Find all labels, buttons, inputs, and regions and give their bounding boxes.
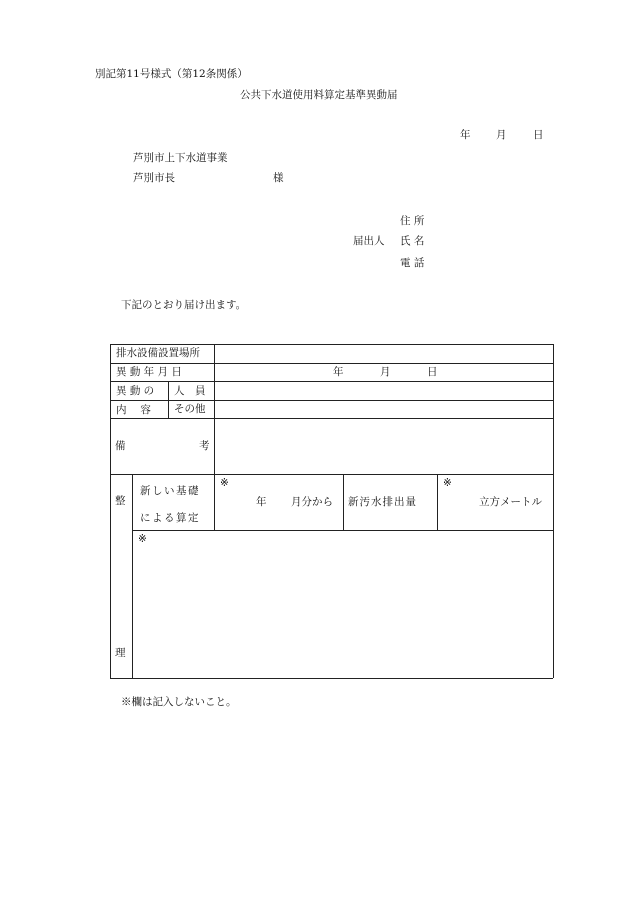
cubic-meter-unit: 立方メートル (479, 496, 542, 508)
addressee-line2: 芦別市長 (133, 172, 175, 184)
other-label: その他 (174, 403, 206, 415)
processing-label-bottom: 理 (115, 647, 126, 659)
footnote: ※欄は記入しないこと。 (121, 696, 237, 708)
change-date-day: 日 (427, 366, 438, 378)
remarks-label-left: 備 (115, 440, 126, 452)
intro-text: 下記のとおり届け出ます。 (121, 299, 247, 311)
applicant-address-label: 住 所 (400, 215, 425, 227)
other-field[interactable] (215, 401, 552, 417)
change-date-month: 月 (380, 366, 391, 378)
from-year: 年 (256, 496, 267, 508)
form-title: 公共下水道使用料算定基準異動届 (240, 89, 398, 101)
addressee-honorific: 様 (273, 172, 284, 184)
mark-processing: ※ (138, 533, 147, 545)
form-number: 別記第11号様式（第12条関係） (95, 68, 248, 80)
date-month-label: 月 (496, 129, 507, 141)
change-date-label: 異 動 年 月 日 (116, 366, 182, 378)
date-day-label: 日 (533, 129, 544, 141)
addressee-line1: 芦別市上下水道事業 (133, 152, 228, 164)
persons-label: 人 員 (174, 385, 206, 397)
remarks-label-right: 考 (199, 440, 210, 452)
location-label: 排水設備設置場所 (116, 347, 200, 359)
remarks-field[interactable] (215, 419, 552, 473)
change-date-year: 年 (333, 366, 344, 378)
change-content-label-top: 異 動 の (116, 385, 155, 397)
from-month: 月分から (291, 496, 333, 508)
applicant-label: 届出人 (353, 235, 385, 247)
processing-field[interactable] (133, 531, 552, 677)
date-year-label: 年 (460, 129, 471, 141)
change-content-label-bottom: 内 容 (116, 404, 151, 416)
new-basis-label-2: による算定 (140, 512, 200, 524)
location-field[interactable] (215, 345, 552, 362)
new-basis-label-1: 新しい基礎 (140, 485, 200, 497)
processing-label-top: 整 (115, 495, 126, 507)
persons-field[interactable] (215, 382, 552, 399)
applicant-name-label: 氏 名 (400, 235, 425, 247)
new-sewage-label: 新汚水排出量 (348, 496, 417, 508)
mark-sewage: ※ (443, 477, 452, 489)
applicant-phone-label: 電 話 (400, 257, 425, 269)
mark-basis: ※ (220, 477, 229, 489)
